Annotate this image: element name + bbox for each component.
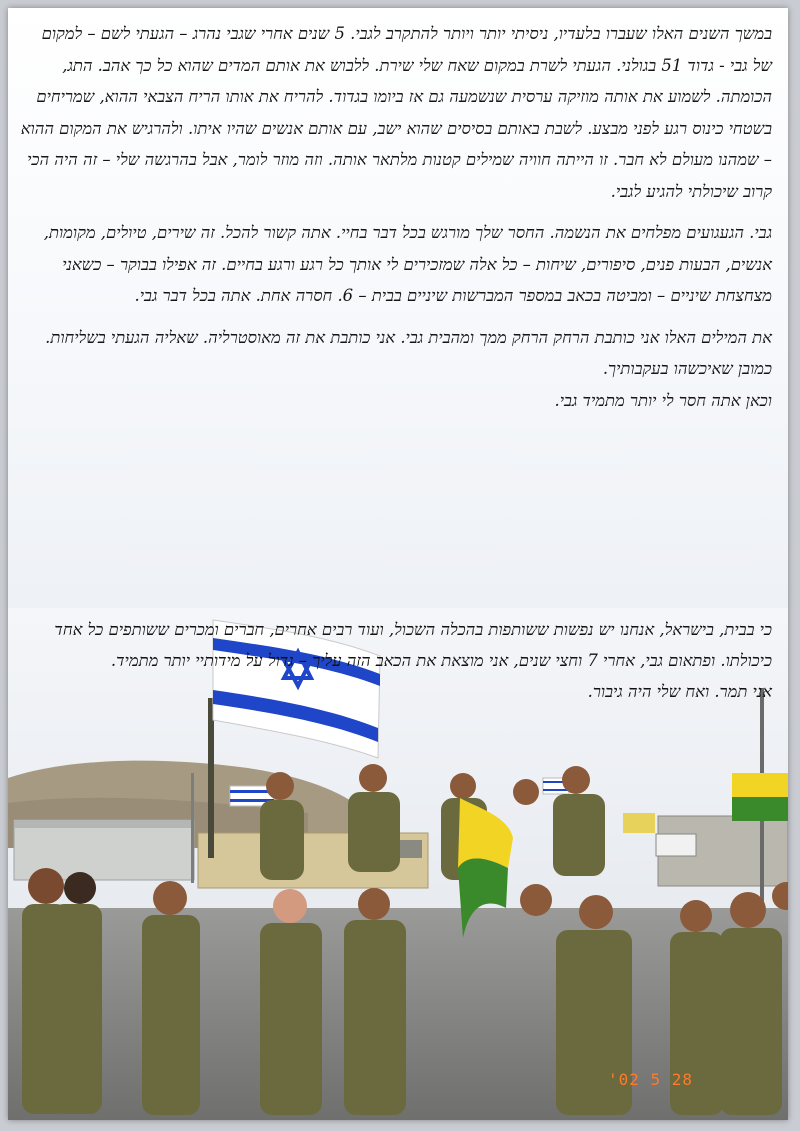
soldiers-photo bbox=[8, 608, 788, 1120]
paragraph-gdud: במשך השנים האלו שעברו בלעדיו, ניסיתי יותר ויותר להתקרב לגבי. 5 שנים אחרי שגבי נהרג – הגעתי לשם – למקום של גבי - גדוד 51 בגולני. הגעתי לשרת במקום שאח שלי שירת. ללבוש את אותם המדים שהוא כל כך אהב. התג, הכומתה. לשמוע את אותה מוזיקה ערסית שנשמעה גם אז ביומו בגדוד. להריח את אותו הריח הצבאי ההוא, שמריחים בשטחי כינוס רגע לפני מבצע. לשבת באותם בסיסים שהוא ישב, עם אותם אנשים שהיו איתו. ולהרגיש את המקום ההוא – שמהנו מעולם לא חבר. זו הייתה חוויה שמילים קטנות מלתאר אותה. וזה מוזר לומר, אבל בהרגשה שלי – זה היה הכי קרוב שיכולתי להגיע לגבי. bbox=[20, 24, 772, 201]
photo-date-stamp: '02 5 28 bbox=[608, 1070, 694, 1089]
paragraph-missing: וכאן אתה חסר לי יותר מתמיד גבי. bbox=[554, 390, 772, 410]
golani-flag-right-top bbox=[732, 773, 788, 797]
photo-paragraph: כי בבית, בישראל, אנחנו יש נפשות ששותפות בהכלה השכול, ועוד רבים אחרים, חברים ומכרים ששותפים כל אחד כיכולתו. ופתאום גבי, אחרי 7 וחצי שנים, אני מוצאת את הכאב הזה עליך – גדול על מידותיי יותר מתמיד. bbox=[54, 620, 772, 670]
paragraph-longing: גבי. הגעגועים מפלחים את הנשמה. החסר שלך מורגש בכל דבר בחיי. אתה קשור להכל. זה שירים, טיולים, מקומות, אנשים, הבעות פנים, סיפורים, שיחות – כל אלה שמזכירים לי אותך כל רגע ורגע בחיים. זה אפילו בבוקר – כשאני מצחצחת שיניים – ומביטה בכאב במספר המברשות שיניים בבית – 6. חסרה אחת. אתה בכל דבר גבי. bbox=[43, 223, 772, 305]
paragraph-australia: את המילים האלו אני כותבת הרחק הרחק ממך ומהבית גבי. אני כותבת את זה מאוסטרליה. שאליה הגעתי בשליחות. כמובן שאיכשהו בעקבותיך. bbox=[45, 327, 772, 378]
letter-page bbox=[8, 8, 788, 1120]
sign-yellow bbox=[623, 813, 655, 833]
sign-white bbox=[656, 834, 696, 856]
letter-text bbox=[20, 18, 772, 416]
golani-flag-right-bottom bbox=[732, 797, 788, 821]
photo-overlay-text bbox=[20, 614, 772, 707]
signature-line: אני תמר. ואח שלי היה גיבור. bbox=[587, 682, 772, 701]
